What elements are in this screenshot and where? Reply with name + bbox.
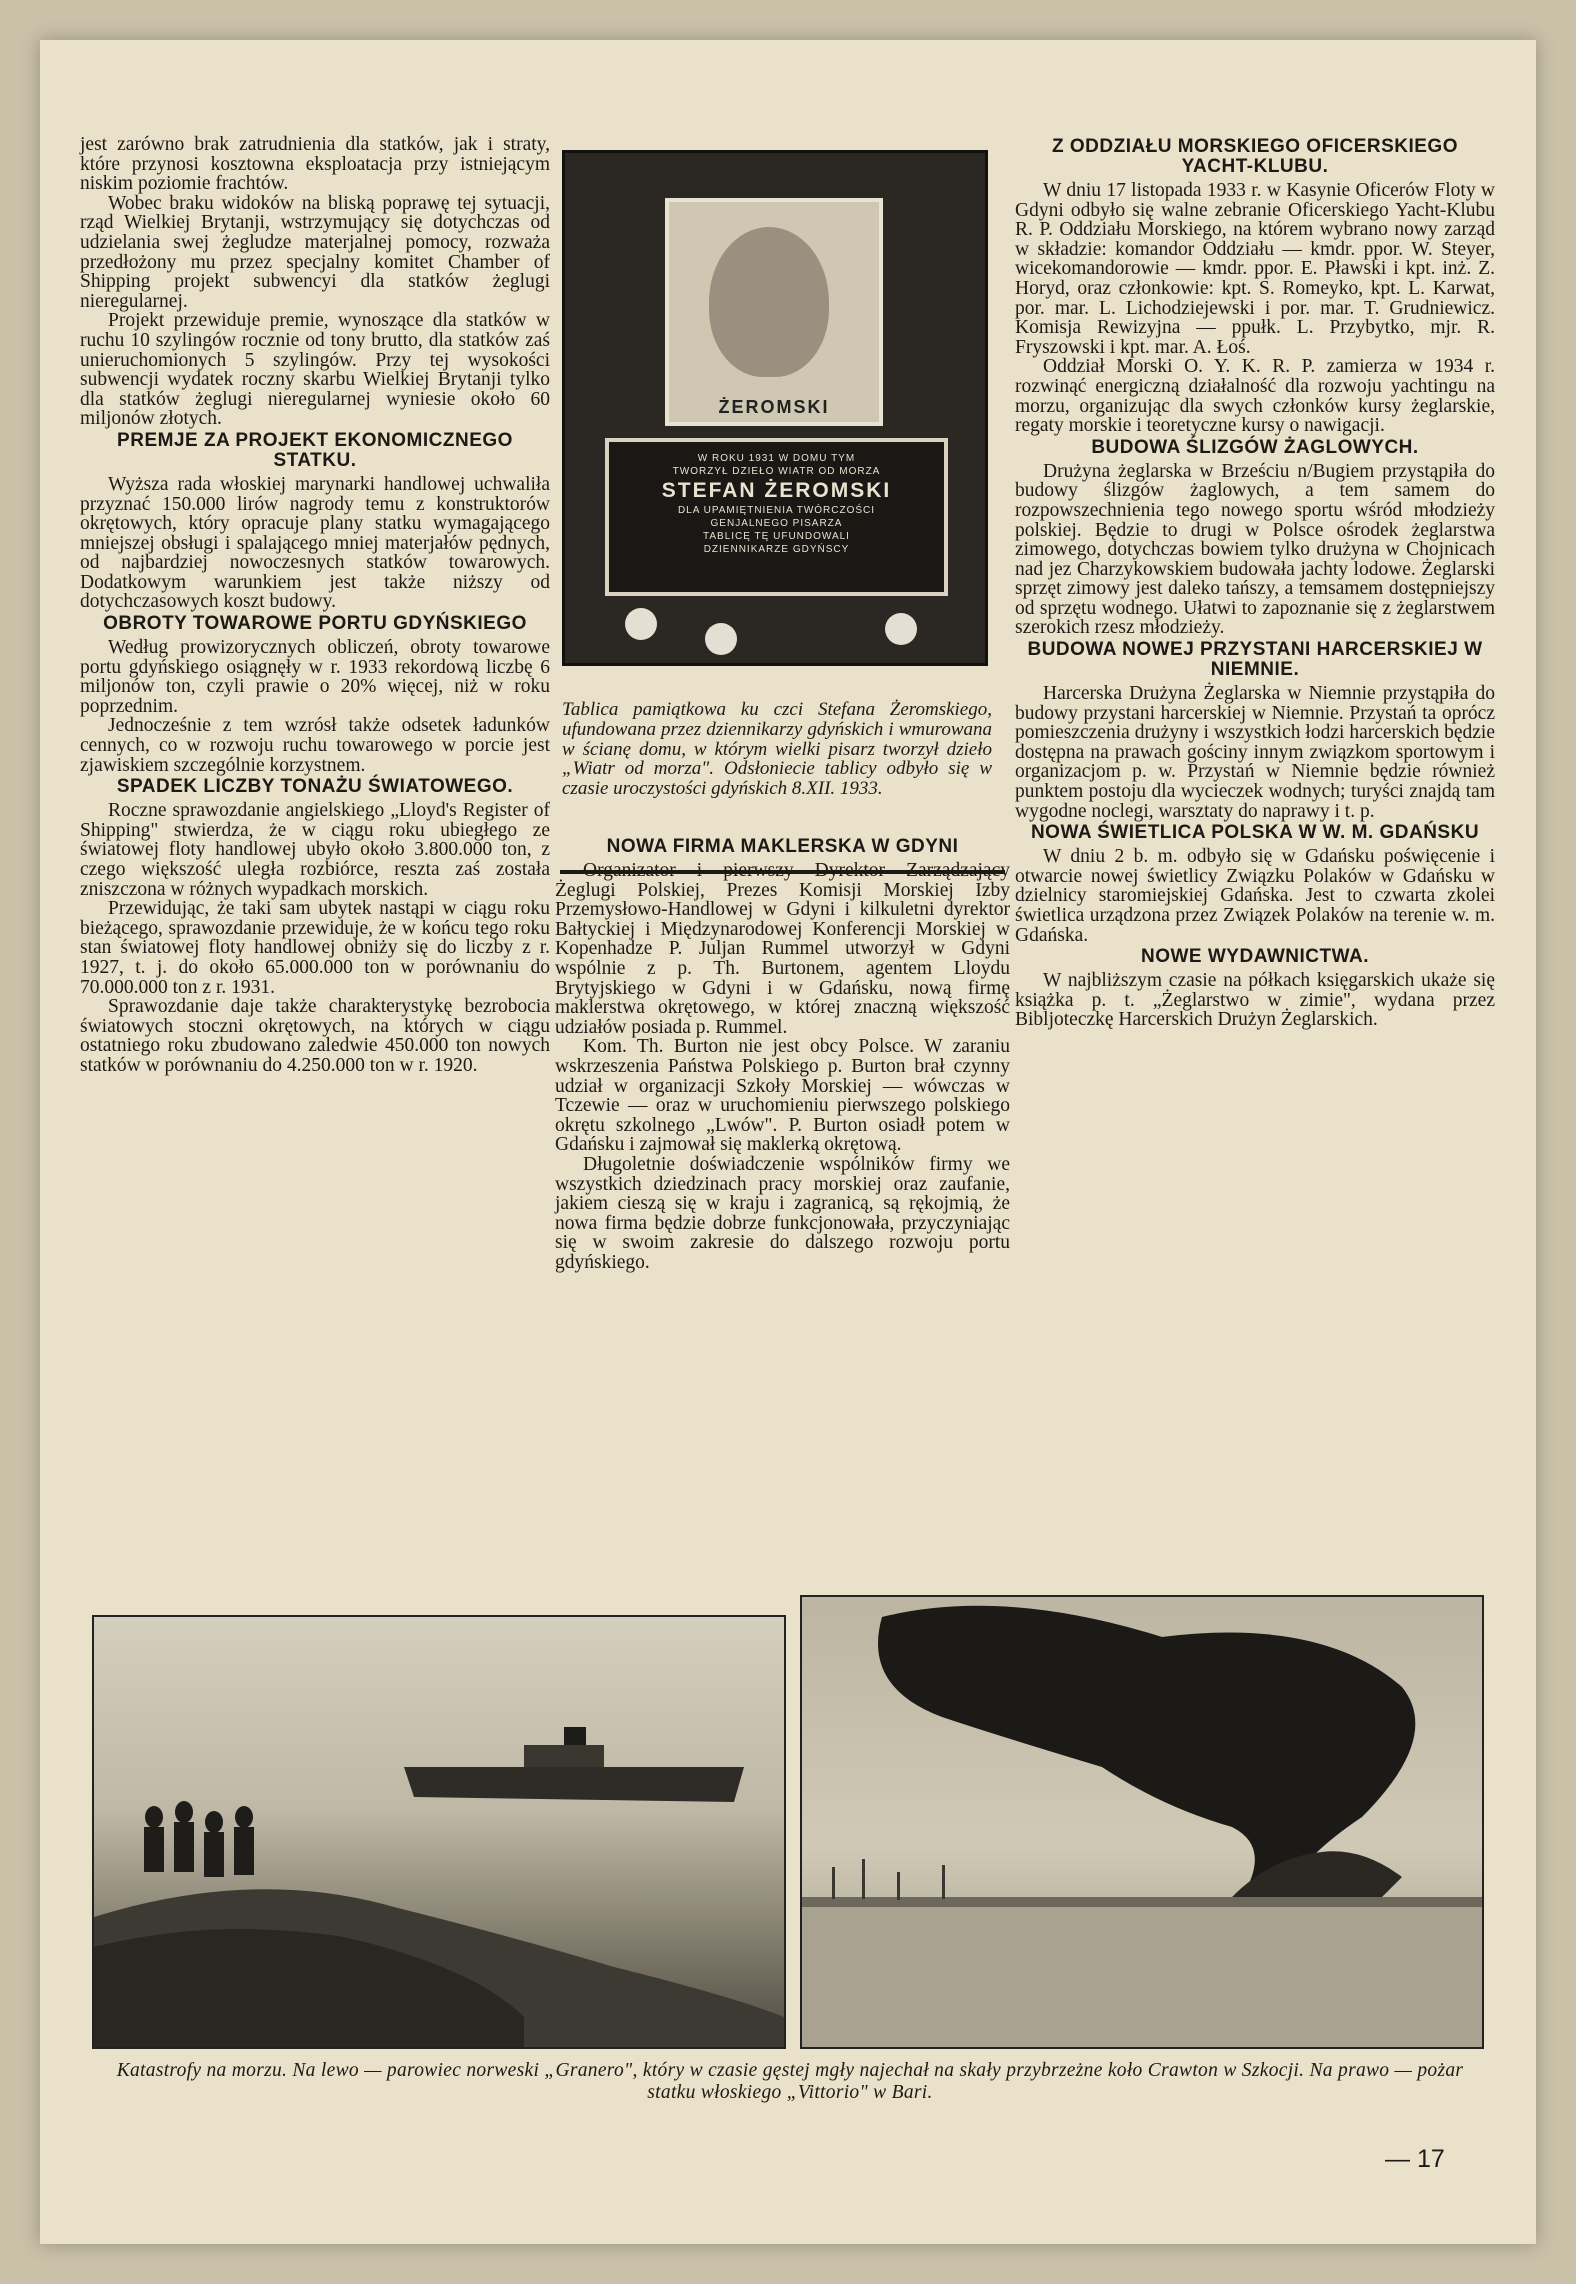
portrait-face [709, 227, 829, 377]
memorial-plaque [605, 438, 948, 596]
plaque-caption: Tablica pamiątkowa ku czci Stefana Żeromskiego, ufundowana przez dziennikarzy gdyńskich i wmurowana w ścianę domu, w którym wielki pisarz tworzył dzieło „Wiatr od morza". Odsłoniecie tablicy odbyło się w czasie uroczystości gdyńskich 8.XII. 1933. [562, 699, 992, 800]
paragraph: Oddział Morski O. Y. K. R. P. zamierza w 1934 r. rozwinąć energiczną działalność dla rozwoju yachtingu na morzu, organizując dla swych członków kursy żeglarskie, regaty morskie i teoretyczne kursy o nawigacji. [1015, 356, 1495, 437]
paragraph: Długoletnie doświadczenie wspólników firmy we wszystkich dziedzinach pracy morskiej oraz zaufanie, jakiem cieszą się w kraju i zagranicą, są rękojmią, że nowa firma będzie dobrze funkcjonowała, przyczyniając się w swoim zakresie do dalszego rozwoju portu gdyńskiego. [555, 1153, 1010, 1273]
section-heading: NOWA FIRMA MAKLERSKA W GDYNI [606, 836, 959, 857]
flower-icon [705, 623, 737, 655]
ship-granero-photo [92, 1615, 786, 2049]
flower-icon [885, 613, 917, 645]
paragraph: Przewidując, że taki sam ubytek nastąpi w ciągu roku bieżącego, sprawozdanie przewiduje, że w końcu tego roku stan światowej floty handlowej obniży się do liczby z r. 1927, t. j. do około 65.000.000 ton w porównaniu do 70.000.000 ton z r. 1931. [80, 898, 550, 998]
column-left [80, 135, 550, 1076]
section-heading: OBROTY TOWAROWE PORTU GDYŃSKIEGO [103, 613, 527, 635]
plaque-line: W ROKU 1931 W DOMU TYM [697, 453, 856, 464]
zeromski-plaque-photo [562, 150, 988, 666]
paragraph: Drużyna żeglarska w Brześciu n/Bugiem przystąpiła do budowy ślizgów żaglowych, a tem samem do rozpowszechnienia tego nowego sportu wśród młodzieży polskiej. Będzie to drugi w Polsce ośrodek żeglarstwa zimowego, dotychczas bowiem tylko drużyna w Chojnicach nad jez Charzykowskiem budowała jachty lodowe. Żeglarski sprzęt zimowy jest daleko tańszy, a temsamem dostępniejszy od sprzętu wodnego. Ułatwi to zapoznanie się z żeglarstwem szerokich rzesz młodzieży. [1015, 460, 1495, 639]
ship-fire-drawing [802, 1597, 1482, 2047]
plaque-line: TWORZYŁ DZIEŁO WIATR OD MORZA [672, 466, 881, 477]
section-heading: SPADEK LICZBY TONAŻU ŚWIATOWEGO. [116, 776, 514, 798]
plaque-line: DZIENNIKARZE GDYŃSCY [703, 544, 850, 555]
section-heading: PREMJE ZA PROJEKT EKONOMICZNEGO STATKU. [117, 429, 513, 471]
plaque-line: DLA UPAMIĘTNIENIA TWÓRCZOŚCI [677, 505, 876, 516]
paragraph: Roczne sprawozdanie angielskiego „Lloyd's Register of Shipping" stwierdza, że w ciągu roku ubiegłego ze światowej floty handlowej ubyło około 3.800.000 ton, z czego większość uległa rozbiórce, reszta zaś została zniszczona w różnych wypadkach morskich. [80, 800, 550, 900]
page-number: — 17 [1385, 2145, 1445, 2173]
relief-portrait [665, 198, 883, 426]
paragraph: Wyższa rada włoskiej marynarki handlowej uchwaliła przyznać 150.000 lirów nagrody temu z konstruktorów okrętowych, który opracuje plany statku wymagającego mniejszej obsługi i spalającego mniej materjałów pędnych, od najbardziej nowoczesnych statków towarowych. Dodatkowym warunkiem jest także niższy od dotychczasowych koszt budowy. [80, 473, 550, 613]
paragraph: W dniu 2 b. m. odbyło się w Gdańsku poświęcenie i otwarcie nowej świetlicy Związku Polaków w Gdańsku w dzielnicy staromiejskiej Gdańska. Jest to czwarta zkolei świetlica urządzona przez Związek Polaków na terenie w. m. Gdańska. [1015, 846, 1495, 946]
paragraph: Organizator i pierwszy Dyrektor Zarządzający Żeglugi Polskiej, Prezes Komisji Morskiej Izby Przemysłowo-Handlowej w Gdyni i kilkuletni dyrektor Bałtyckiej i Międzynarodowej Konferencji Morskiej w Kopenhadze P. Juljan Rummel utworzył w Gdyni wspólnie z p. Th. Burtonem, agentem Lloydu Brytyjskiego w Gdyni i w Gdańsku, nową firmę maklerstwa okrętowego, w której znaczną większość udziałów posiada p. Rummel. [555, 860, 1010, 1038]
paragraph: Harcerska Drużyna Żeglarska w Niemnie przystąpiła do budowy przystani harcerskiej w Niemnie. Przystań ta oprócz pomieszczenia drużyny i wszystkich łodzi harcerskich będzie dostępna na prawach gościny innym związkom sportowym i organizacjom p. w. Przystań w Niemnie będzie również punktem postoju dla wycieczek wodnych; turyści znajdą tam wygodne noclegi, warsztaty do naprawy i t. p. [1015, 683, 1495, 822]
paragraph: Sprawozdanie daje także charakterystykę bezrobocia światowych stoczni okrętowych, na których w ciągu ostatniego roku zbudowano zaledwie 450.000 ton nowych statków w porównaniu do 4.250.000 ton w r. 1920. [80, 996, 550, 1076]
paragraph: Kom. Th. Burton nie jest obcy Polsce. W zaraniu wskrzeszenia Państwa Polskiego p. Burton brał czynny udział w organizacji Szkoły Morskiej — wówczas w Tczewie — oraz w uruchomieniu pierwszego polskiego okrętu szkolnego „Lwów". P. Burton osiadł potem w Gdańsku i zajmował się maklerką okrętową. [555, 1036, 1010, 1156]
paragraph: Według prowizorycznych obliczeń, obroty towarowe portu gdyńskiego osiągnęły w r. 1933 rekordową liczbę 6 miljonów ton, czyli prawie o 20% więcej, niż w roku poprzednim. [80, 637, 550, 717]
section-heading: NOWE WYDAWNICTWA. [1140, 946, 1370, 968]
section-heading: NOWA ŚWIETLICA POLSKA W W. M. GDAŃSKU [1030, 822, 1480, 844]
ship-vittorio-fire-photo [800, 1595, 1484, 2049]
flower-icon [625, 608, 657, 640]
paragraph: Jednocześnie z tem wzrósł także odsetek ładunków cennych, co w rozwoju ruchu towarowego w porcie jest zjawiskiem szczególnie korzystnem. [80, 715, 550, 776]
bottom-caption: Katastrofy na morzu. Na lewo — parowiec norweski „Granero", który w czasie gęstej mgły najechał na skały przybrzeżne koło Crawton w Szkocji. Na prawo — pożar statku włoskiego „Vittorio" w Bari. [116, 2060, 1464, 2103]
column-right [1015, 135, 1495, 1030]
column-middle [555, 835, 1010, 1272]
magazine-page [40, 40, 1536, 2244]
plaque-name: STEFAN ŻEROMSKI [661, 479, 892, 502]
paragraph: jest zarówno brak zatrudnienia dla statków, jak i straty, które przynosi kosztowna eksploatacja przy istniejącym niskim poziomie frachtów. [80, 134, 550, 195]
relief-name: ŻEROMSKI [718, 397, 830, 417]
section-heading: BUDOWA ŚLIZGÓW ŻAGLOWYCH. [1091, 436, 1419, 458]
paragraph: Projekt przewiduje premie, wynoszące dla statków w ruchu 10 szylingów rocznie od tony brutto, dla statków zaś unieruchomionych 5 szylingów. Przy tej wysokości subwencji wydatek roczny skarbu Wielkiej Brytanji tylko dla statków żeglugi nieregularnej wyniesie około 60 miljonów złotych. [80, 310, 550, 430]
section-heading: BUDOWA NOWEJ PRZYSTANI HARCERSKIEJ W NIEMNIE. [1027, 639, 1483, 681]
section-heading: Z ODDZIAŁU MORSKIEGO OFICERSKIEGO YACHT-KLUBU. [1051, 136, 1458, 177]
ship-granero-drawing [94, 1617, 784, 2047]
paragraph: Wobec braku widoków na bliską poprawę tej sytuacji, rząd Wielkiej Brytanji, wstrzymujący się dotychczas od udzielania swej żegludze materjalnej pomocy, rozważa przedłożony mu przez specjalny komitet Chamber of Shipping projekt subwencyi dla statków żeglugi nieregularnej. [80, 192, 550, 312]
paragraph: W najbliższym czasie na półkach księgarskich ukaże się książka p. t. „Żeglarstwo w zimie", wydana przez Bibljoteczkę Harcerskich Drużyn Żeglarskich. [1015, 970, 1495, 1031]
plaque-line: GENJALNEGO PISARZA [710, 518, 843, 529]
plaque-line: TABLICĘ TĘ UFUNDOWALI [703, 531, 850, 542]
paragraph: W dniu 17 listopada 1933 r. w Kasynie Oficerów Floty w Gdyni odbyło się walne zebranie Oficerskiego Yacht-Klubu R. P. Oddziału Morskiego, na którem wybrano nowy zarząd w składzie: komandor Oddziału — kmdr. ppor. W. Steyer, wicekomandorowie — kmdr. ppor. E. Pławski i kpt. inż. Z. Horyd, oraz członkowie: kpt. S. Romeyko, kpt. L. Karwat, por. mar. L. Lichodziejewski i por. mar. T. Grudniewicz. Komisja Rewizyjna — ppułk. L. Przybytko, mjr. R. Fryszowski i kpt. mar. A. Łoś. [1015, 180, 1495, 358]
